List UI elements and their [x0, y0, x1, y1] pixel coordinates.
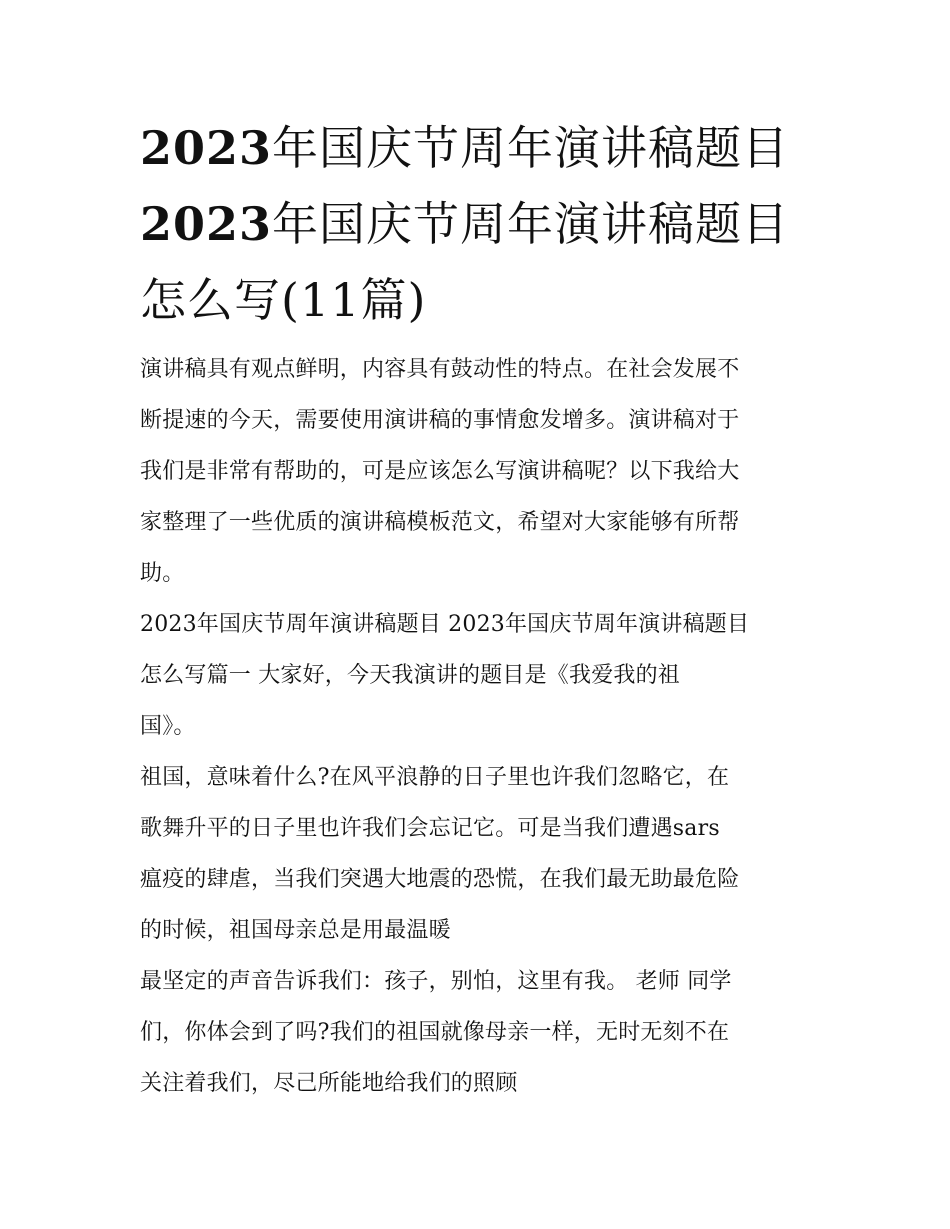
- section-heading-paragraph: [140, 599, 820, 752]
- text-line: 断提速的今天，需要使用演讲稿的事情愈发增多。演讲稿对于: [140, 408, 740, 433]
- text-line: 歌舞升平的日子里也许我们会忘记它。可是当我们遭遇sars: [140, 816, 720, 841]
- text-line: 助。: [140, 561, 185, 586]
- text-line: 家整理了一些优质的演讲稿模板范文，希望对大家能够有所帮: [140, 510, 740, 535]
- text-line: 关注着我们，尽己所能地给我们的照顾: [140, 1071, 518, 1096]
- document-page: [140, 110, 820, 1109]
- text-line: 们，你体会到了吗?我们的祖国就像母亲一样，无时无刻不在: [140, 1020, 730, 1045]
- text-line: 我们是非常有帮助的，可是应该怎么写演讲稿呢？以下我给大: [140, 459, 740, 484]
- text-line: 2023年国庆节周年演讲稿题目 2023年国庆节周年演讲稿题目: [140, 612, 750, 637]
- text-line: 最坚定的声音告诉我们：孩子，别怕，这里有我。 老师 同学: [140, 969, 732, 994]
- text-line: 国》。: [140, 714, 196, 739]
- title-line: 2023年国庆节周年演讲稿题目: [140, 197, 790, 251]
- title-line: 怎么写(11篇): [140, 273, 427, 327]
- text-line: 祖国，意味着什么?在风平浪静的日子里也许我们忽略它，在: [140, 765, 730, 790]
- text-line: 的时候，祖国母亲总是用最温暖: [140, 918, 451, 943]
- body-paragraph: [140, 956, 820, 1109]
- document-title: [140, 110, 820, 338]
- document-body: [140, 344, 820, 1109]
- text-line: 怎么写篇一 大家好，今天我演讲的题目是《我爱我的祖: [140, 663, 680, 688]
- text-line: 瘟疫的肆虐，当我们突遇大地震的恐慌，在我们最无助最危险: [140, 867, 740, 892]
- intro-paragraph: [140, 344, 820, 599]
- body-paragraph: [140, 752, 820, 956]
- title-line: 2023年国庆节周年演讲稿题目: [140, 121, 790, 175]
- text-line: 演讲稿具有观点鲜明，内容具有鼓动性的特点。在社会发展不: [140, 357, 740, 382]
